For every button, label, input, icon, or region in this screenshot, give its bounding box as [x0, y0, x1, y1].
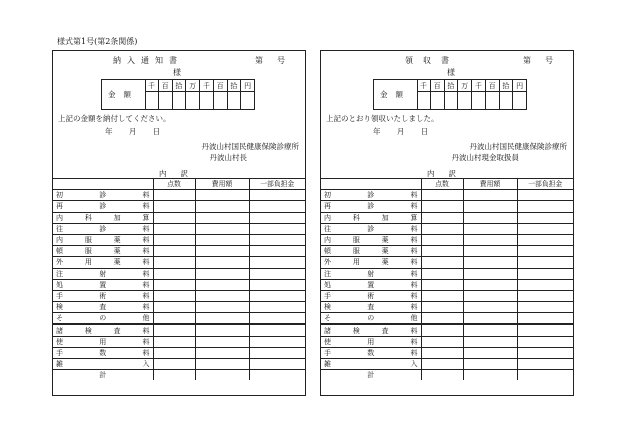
amount-cell — [153, 201, 195, 212]
item-label: 計 — [321, 370, 421, 381]
amount-cell — [249, 212, 305, 223]
receipt-form — [320, 50, 574, 396]
amount-digit-cell — [145, 80, 159, 109]
amount-cell — [463, 347, 517, 358]
item-label: 手 術 料 — [53, 290, 153, 301]
amount-cell — [463, 324, 517, 336]
amount-cell — [153, 268, 195, 279]
amount-cell — [421, 190, 463, 201]
amount-cell — [517, 370, 573, 381]
item-label: 諸 検 査 料 — [321, 324, 421, 336]
item-label: 内 科 加 算 — [53, 212, 153, 223]
digit-label: 百 — [161, 82, 169, 90]
amount-cell — [421, 212, 463, 223]
amount-cell — [249, 223, 305, 234]
amount-digit-cell — [431, 80, 445, 109]
amount-cell — [463, 257, 517, 268]
amount-cell — [195, 302, 249, 313]
item-label: 手 数 料 — [321, 347, 421, 358]
amount-cell — [153, 370, 195, 381]
table-header-row — [53, 179, 305, 190]
item-label: 処 置 料 — [53, 279, 153, 290]
digit-label: 円 — [244, 82, 252, 90]
amount-cell — [153, 324, 195, 336]
notice-message: 上記の金額を納付してください。 — [58, 114, 171, 123]
amount-cell — [153, 212, 195, 223]
recipient-honorific: 様 — [447, 68, 455, 77]
amount-cell — [153, 246, 195, 257]
table-row — [53, 324, 305, 336]
amount-digits — [145, 80, 254, 109]
amount-digit-cell — [486, 80, 500, 109]
table-row — [321, 234, 573, 245]
amount-cell — [153, 302, 195, 313]
date-line: 年 月 日 — [373, 127, 429, 136]
amount-cell — [195, 324, 249, 336]
amount-cell — [421, 223, 463, 234]
amount-cell — [153, 347, 195, 358]
amount-cell — [249, 336, 305, 347]
amount-cell — [421, 290, 463, 301]
item-label: 手 術 料 — [321, 290, 421, 301]
digit-label: 万 — [461, 82, 469, 90]
amount-cell — [249, 257, 305, 268]
digit-label: 拾 — [175, 82, 183, 90]
item-label: そ の 他 — [53, 313, 153, 325]
amount-cell — [421, 324, 463, 336]
amount-digits — [417, 80, 526, 109]
digit-label: 千 — [419, 82, 427, 90]
column-header: 点数 — [421, 179, 463, 190]
item-label: 使 用 料 — [321, 336, 421, 347]
amount-cell — [421, 234, 463, 245]
amount-cell — [195, 336, 249, 347]
item-label: 内 服 薬 料 — [321, 234, 421, 245]
amount-cell — [421, 268, 463, 279]
amount-digit-cell — [458, 80, 472, 109]
amount-cell — [421, 246, 463, 257]
amount-cell — [195, 279, 249, 290]
amount-cell — [517, 212, 573, 223]
column-header: 費用額 — [463, 179, 517, 190]
table-row — [53, 190, 305, 201]
amount-cell — [195, 370, 249, 381]
amount-cell — [463, 246, 517, 257]
table-row — [321, 246, 573, 257]
amount-cell — [517, 234, 573, 245]
amount-cell — [517, 246, 573, 257]
item-label: 手 数 料 — [53, 347, 153, 358]
table-row — [53, 359, 305, 370]
amount-cell — [517, 190, 573, 201]
amount-cell — [195, 201, 249, 212]
amount-cell — [421, 302, 463, 313]
item-label: 雑 入 — [321, 359, 421, 370]
digit-label: 円 — [516, 82, 524, 90]
amount-cell — [463, 370, 517, 381]
digit-label: 拾 — [502, 82, 510, 90]
amount-cell — [195, 359, 249, 370]
table-row — [321, 290, 573, 301]
item-label: そ の 他 — [321, 313, 421, 325]
amount-digit-cell — [228, 80, 242, 109]
amount-cell — [249, 234, 305, 245]
column-header: 一部負担金 — [517, 179, 573, 190]
amount-cell — [463, 302, 517, 313]
amount-cell — [421, 257, 463, 268]
table-row — [321, 190, 573, 201]
amount-cell — [517, 302, 573, 313]
amount-cell — [153, 234, 195, 245]
amount-cell — [195, 347, 249, 358]
number-label: 第号 — [255, 56, 299, 65]
amount-cell — [153, 257, 195, 268]
table-header-row — [321, 179, 573, 190]
amount-digit-cell — [159, 80, 173, 109]
amount-cell — [249, 279, 305, 290]
item-label: 処 置 料 — [321, 279, 421, 290]
amount-cell — [195, 290, 249, 301]
digit-label: 万 — [189, 82, 197, 90]
item-label: 諸 検 査 料 — [53, 324, 153, 336]
column-header: 一部負担金 — [249, 179, 305, 190]
date-line: 年 月 日 — [105, 127, 161, 136]
amount-cell — [421, 347, 463, 358]
column-header: 費用額 — [195, 179, 249, 190]
table-row — [53, 234, 305, 245]
table-row — [321, 336, 573, 347]
item-label: 初 診 料 — [53, 190, 153, 201]
item-label: 検 査 料 — [321, 302, 421, 313]
digit-label: 百 — [488, 82, 496, 90]
digit-label: 百 — [433, 82, 441, 90]
table-row — [321, 347, 573, 358]
amount-cell — [517, 279, 573, 290]
issuer-title: 丹波山村長 — [209, 153, 247, 162]
amount-cell — [249, 324, 305, 336]
amount-cell — [195, 234, 249, 245]
amount-label: 金額 — [374, 80, 418, 109]
digit-label: 千 — [147, 82, 155, 90]
form-title: 納入通知書 — [113, 56, 183, 65]
amount-cell — [463, 201, 517, 212]
item-label: 注 射 料 — [53, 268, 153, 279]
amount-cell — [153, 359, 195, 370]
item-label: 内 科 加 算 — [321, 212, 421, 223]
amount-cell — [195, 313, 249, 325]
digit-label: 千 — [474, 82, 482, 90]
amount-cell — [421, 336, 463, 347]
amount-cell — [249, 347, 305, 358]
amount-cell — [249, 313, 305, 325]
amount-cell — [195, 223, 249, 234]
item-label: 検 査 料 — [53, 302, 153, 313]
amount-box — [101, 79, 255, 110]
amount-digit-cell — [513, 80, 526, 109]
table-row — [321, 279, 573, 290]
amount-cell — [463, 313, 517, 325]
amount-cell — [421, 313, 463, 325]
form-title: 領収書 — [405, 56, 459, 65]
table-row — [321, 212, 573, 223]
amount-cell — [249, 370, 305, 381]
amount-cell — [463, 212, 517, 223]
amount-cell — [195, 257, 249, 268]
table-row — [321, 324, 573, 336]
amount-cell — [517, 257, 573, 268]
table-row — [53, 201, 305, 212]
table-row — [53, 370, 305, 381]
amount-cell — [153, 190, 195, 201]
item-label: 内 服 薬 料 — [53, 234, 153, 245]
table-row — [321, 223, 573, 234]
amount-cell — [517, 223, 573, 234]
amount-cell — [463, 336, 517, 347]
table-row — [53, 336, 305, 347]
amount-cell — [249, 302, 305, 313]
digit-label: 拾 — [230, 82, 238, 90]
amount-cell — [517, 324, 573, 336]
item-label: 初 診 料 — [321, 190, 421, 201]
amount-digit-cell — [214, 80, 228, 109]
breakdown-table — [321, 178, 573, 380]
item-label: 再 診 料 — [321, 201, 421, 212]
amount-cell — [463, 290, 517, 301]
amount-cell — [249, 290, 305, 301]
breakdown-table — [53, 178, 305, 380]
table-row — [53, 279, 305, 290]
amount-cell — [517, 359, 573, 370]
item-label: 往 診 料 — [53, 223, 153, 234]
digit-label: 拾 — [447, 82, 455, 90]
amount-cell — [249, 190, 305, 201]
item-label: 頓 服 薬 料 — [53, 246, 153, 257]
amount-cell — [249, 201, 305, 212]
amount-cell — [517, 268, 573, 279]
table-row — [321, 370, 573, 381]
breakdown-heading: 内訳 — [159, 169, 202, 178]
table-row — [321, 302, 573, 313]
table-row — [53, 347, 305, 358]
form-heading: 様式第1号(第2条関係) — [57, 37, 138, 46]
table-row — [53, 302, 305, 313]
amount-cell — [517, 290, 573, 301]
issuer-organization: 丹波山村国民健康保険診療所 — [469, 142, 567, 151]
amount-cell — [153, 290, 195, 301]
amount-cell — [463, 223, 517, 234]
amount-box — [373, 79, 527, 110]
amount-cell — [153, 336, 195, 347]
amount-digit-cell — [186, 80, 200, 109]
issuer-organization: 丹波山村国民健康保険診療所 — [201, 142, 299, 151]
amount-digit-cell — [472, 80, 486, 109]
amount-digit-cell — [500, 80, 514, 109]
amount-digit-cell — [417, 80, 431, 109]
amount-cell — [195, 212, 249, 223]
amount-cell — [249, 268, 305, 279]
table-row — [53, 257, 305, 268]
amount-digit-cell — [200, 80, 214, 109]
table-row — [53, 290, 305, 301]
item-label: 外 用 薬 料 — [321, 257, 421, 268]
amount-cell — [249, 246, 305, 257]
amount-cell — [195, 190, 249, 201]
amount-label: 金額 — [102, 80, 146, 109]
amount-cell — [517, 313, 573, 325]
amount-digit-cell — [445, 80, 459, 109]
amount-cell — [153, 223, 195, 234]
digit-label: 百 — [216, 82, 224, 90]
table-row — [53, 313, 305, 325]
amount-cell — [517, 336, 573, 347]
item-label: 雑 入 — [53, 359, 153, 370]
amount-cell — [463, 268, 517, 279]
item-label: 注 射 料 — [321, 268, 421, 279]
breakdown-heading: 内訳 — [427, 169, 470, 178]
table-row — [321, 268, 573, 279]
amount-cell — [249, 359, 305, 370]
item-label: 使 用 料 — [53, 336, 153, 347]
number-label: 第号 — [523, 56, 567, 65]
payment-notice-form — [52, 50, 306, 396]
recipient-honorific: 様 — [173, 68, 181, 77]
amount-cell — [463, 279, 517, 290]
table-row — [53, 223, 305, 234]
amount-cell — [153, 279, 195, 290]
amount-cell — [463, 190, 517, 201]
amount-cell — [195, 246, 249, 257]
table-row — [321, 313, 573, 325]
amount-cell — [421, 279, 463, 290]
receipt-message: 上記のとおり領収いたしました。 — [326, 114, 439, 123]
table-row — [53, 268, 305, 279]
header-blank-cell — [53, 179, 153, 190]
digit-label: 千 — [202, 82, 210, 90]
item-label: 計 — [53, 370, 153, 381]
table-row — [321, 359, 573, 370]
amount-cell — [517, 347, 573, 358]
table-row — [321, 257, 573, 268]
amount-cell — [463, 359, 517, 370]
item-label: 再 診 料 — [53, 201, 153, 212]
amount-cell — [421, 370, 463, 381]
amount-digit-cell — [241, 80, 254, 109]
amount-cell — [421, 201, 463, 212]
item-label: 頓 服 薬 料 — [321, 246, 421, 257]
column-header: 点数 — [153, 179, 195, 190]
table-row — [321, 201, 573, 212]
amount-cell — [421, 359, 463, 370]
amount-cell — [517, 201, 573, 212]
amount-cell — [153, 313, 195, 325]
header-blank-cell — [321, 179, 421, 190]
issuer-title: 丹波山村現金取扱員 — [451, 153, 519, 162]
amount-cell — [195, 268, 249, 279]
amount-cell — [463, 234, 517, 245]
item-label: 外 用 薬 料 — [53, 257, 153, 268]
item-label: 往 診 料 — [321, 223, 421, 234]
amount-digit-cell — [173, 80, 187, 109]
table-row — [53, 212, 305, 223]
table-row — [53, 246, 305, 257]
